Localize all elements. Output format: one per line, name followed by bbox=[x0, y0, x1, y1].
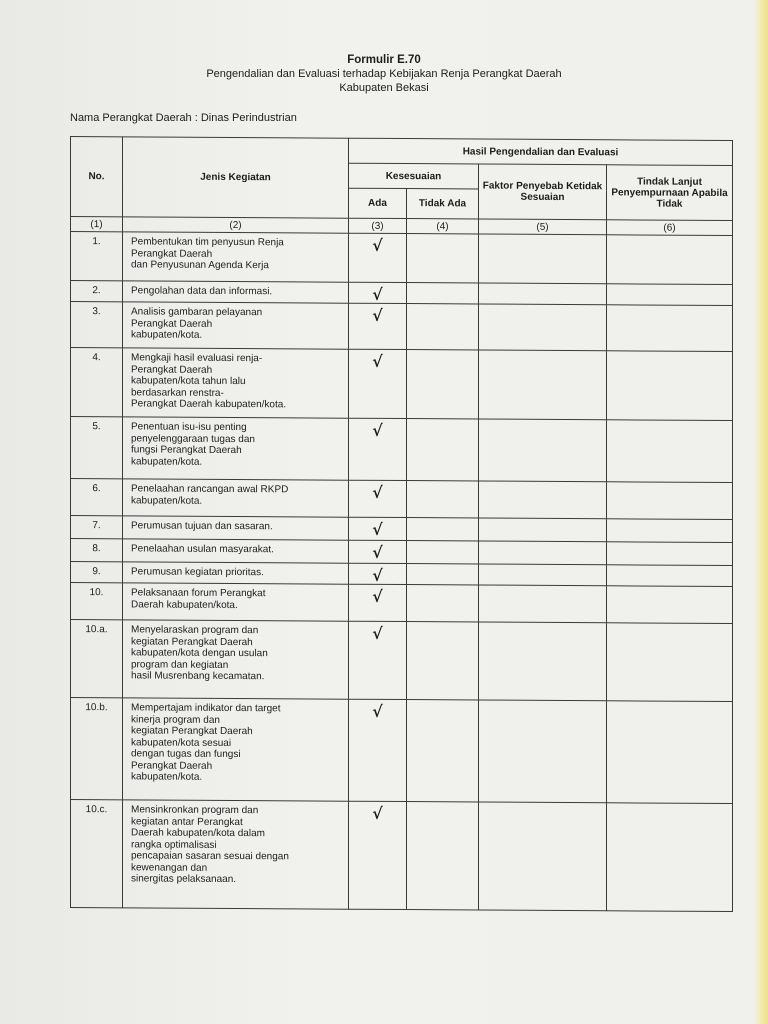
paper-edge bbox=[754, 0, 768, 1024]
row-ada-cell bbox=[349, 801, 407, 909]
header-ada: Ada bbox=[349, 188, 407, 218]
header-faktor: Faktor Penyebab Ketidak Sesuaian bbox=[479, 164, 607, 220]
checkmark-icon: √ bbox=[372, 542, 383, 562]
row-number: 10. bbox=[71, 583, 123, 620]
row-tidak-ada-cell bbox=[407, 481, 479, 518]
form-title: Formulir E.70 bbox=[347, 54, 421, 66]
row-tindak-lanjut-cell bbox=[607, 586, 733, 624]
row-tidak-ada-cell bbox=[407, 564, 479, 585]
col-number-5: (5) bbox=[479, 219, 607, 235]
row-tindak-lanjut-cell bbox=[607, 305, 733, 352]
row-faktor-cell bbox=[479, 541, 607, 565]
checkmark-icon: √ bbox=[372, 284, 383, 304]
row-tindak-lanjut-cell bbox=[607, 420, 733, 483]
col-number-6: (6) bbox=[607, 220, 733, 236]
checkmark-icon: √ bbox=[372, 351, 383, 371]
row-kegiatan: Penelaahan usulan masyarakat. bbox=[123, 539, 349, 563]
row-tidak-ada-cell bbox=[407, 350, 479, 419]
row-tidak-ada-cell bbox=[407, 304, 479, 350]
form-subtitle: Pengendalian dan Evaluasi terhadap Kebijakan Renja Perangkat Daerah bbox=[206, 68, 562, 80]
row-faktor-cell bbox=[479, 518, 607, 542]
row-number: 8. bbox=[71, 539, 123, 562]
row-number: 6. bbox=[71, 479, 123, 516]
col-number-4: (4) bbox=[407, 219, 479, 234]
row-kegiatan: Perumusan tujuan dan sasaran. bbox=[123, 516, 349, 540]
row-kegiatan: Analisis gambaran pelayanan Perangkat Daerah kabupaten/kota. bbox=[123, 302, 349, 349]
table-row bbox=[71, 698, 733, 804]
row-number: 2. bbox=[71, 281, 123, 302]
checkmark-icon: √ bbox=[372, 482, 383, 502]
header-jenis-kegiatan: Jenis Kegiatan bbox=[123, 137, 349, 218]
col-number-1: (1) bbox=[71, 217, 123, 232]
evaluation-table bbox=[70, 136, 733, 912]
row-number: 10.c. bbox=[71, 800, 123, 908]
row-tidak-ada-cell bbox=[407, 622, 479, 700]
row-tindak-lanjut-cell bbox=[607, 482, 733, 520]
row-tidak-ada-cell bbox=[407, 802, 479, 910]
row-kegiatan: Mensinkronkan program dan kegiatan antar Perangkat Daerah kabupaten/kota dalam rangka optimalisasi pencapaian sasaran sesuai dengan kewenangan dan sinergitas pelaksanaan. bbox=[123, 800, 349, 909]
table-row bbox=[71, 800, 733, 912]
row-kegiatan: Pelaksanaan forum Perangkat Daerah kabupaten/kota. bbox=[123, 583, 349, 621]
row-number: 10.b. bbox=[71, 698, 123, 800]
col-number-3: (3) bbox=[349, 218, 407, 233]
checkmark-icon: √ bbox=[372, 586, 383, 606]
unit-name-label: Nama Perangkat Daerah : Dinas Perindustrian bbox=[70, 112, 297, 124]
row-ada-cell bbox=[349, 303, 407, 349]
row-kegiatan: Menyelaraskan program dan kegiatan Perangkat Daerah kabupaten/kota dengan usulan program dan kegiatan hasil Musrenbang kecamatan. bbox=[123, 620, 349, 699]
row-faktor-cell bbox=[479, 564, 607, 586]
row-tidak-ada-cell bbox=[407, 518, 479, 541]
row-kegiatan: Perumusan kegiatan prioritas. bbox=[123, 562, 349, 584]
row-faktor-cell bbox=[479, 350, 607, 420]
row-kegiatan: Mengkaji hasil evaluasi renja- Perangkat Daerah kabupaten/kota tahun lalu berdasarkan renstra- Perangkat Daerah kabupaten/kota. bbox=[123, 348, 349, 418]
row-kegiatan: Pengolahan data dan informasi. bbox=[123, 281, 349, 303]
row-ada-cell bbox=[349, 517, 407, 540]
table-row bbox=[71, 417, 733, 483]
row-tindak-lanjut-cell bbox=[607, 542, 733, 566]
table-row bbox=[71, 583, 733, 624]
row-faktor-cell bbox=[479, 802, 607, 911]
header-tidak-ada: Tidak Ada bbox=[407, 189, 479, 219]
table-row bbox=[71, 302, 733, 352]
header-kesesuaian: Kesesuaian bbox=[349, 163, 479, 189]
checkmark-icon: √ bbox=[372, 701, 383, 721]
row-ada-cell bbox=[349, 418, 407, 480]
row-faktor-cell bbox=[479, 481, 607, 519]
row-tidak-ada-cell bbox=[407, 283, 479, 304]
row-ada-cell bbox=[349, 282, 407, 303]
row-number: 7. bbox=[71, 516, 123, 539]
row-number: 9. bbox=[71, 562, 123, 583]
checkmark-icon: √ bbox=[372, 235, 383, 255]
row-tidak-ada-cell bbox=[407, 541, 479, 564]
row-number: 3. bbox=[71, 302, 123, 348]
row-number: 5. bbox=[71, 417, 123, 479]
row-ada-cell bbox=[349, 233, 407, 282]
row-tindak-lanjut-cell bbox=[607, 519, 733, 543]
form-region: Kabupaten Bekasi bbox=[339, 82, 429, 94]
checkmark-icon: √ bbox=[372, 305, 383, 325]
row-ada-cell bbox=[349, 480, 407, 517]
row-faktor-cell bbox=[479, 234, 607, 284]
table-row bbox=[71, 620, 733, 702]
row-number: 10.a. bbox=[71, 620, 123, 698]
table-row bbox=[71, 479, 733, 520]
row-tidak-ada-cell bbox=[407, 585, 479, 622]
row-tidak-ada-cell bbox=[407, 700, 479, 802]
row-faktor-cell bbox=[479, 585, 607, 623]
row-tindak-lanjut-cell bbox=[607, 235, 733, 285]
row-faktor-cell bbox=[479, 419, 607, 482]
checkmark-icon: √ bbox=[372, 565, 383, 585]
row-ada-cell bbox=[349, 699, 407, 801]
row-ada-cell bbox=[349, 349, 407, 418]
row-ada-cell bbox=[349, 563, 407, 584]
row-tindak-lanjut-cell bbox=[607, 701, 733, 804]
row-ada-cell bbox=[349, 540, 407, 563]
header-hasil: Hasil Pengendalian dan Evaluasi bbox=[349, 138, 733, 165]
row-tindak-lanjut-cell bbox=[607, 284, 733, 306]
row-kegiatan: Mempertajam indikator dan target kinerja program dan kegiatan Perangkat Daerah kabupaten/kota sesuai dengan tugas dan fungsi Perangkat Daerah kabupaten/kota. bbox=[123, 698, 349, 801]
table-row bbox=[71, 348, 733, 421]
row-ada-cell bbox=[349, 584, 407, 621]
row-tindak-lanjut-cell bbox=[607, 623, 733, 702]
checkmark-icon: √ bbox=[372, 803, 383, 823]
col-number-2: (2) bbox=[123, 217, 349, 233]
row-faktor-cell bbox=[479, 304, 607, 351]
checkmark-icon: √ bbox=[372, 623, 383, 643]
checkmark-icon: √ bbox=[372, 420, 383, 440]
row-tindak-lanjut-cell bbox=[607, 565, 733, 587]
table-row bbox=[71, 232, 733, 285]
row-kegiatan: Penelaahan rancangan awal RKPD kabupaten/kota. bbox=[123, 479, 349, 517]
row-number: 4. bbox=[71, 348, 123, 417]
row-tindak-lanjut-cell bbox=[607, 803, 733, 912]
checkmark-icon: √ bbox=[372, 519, 383, 539]
header-no: No. bbox=[71, 137, 123, 217]
row-kegiatan: Penentuan isu-isu penting penyelenggaraan tugas dan fungsi Perangkat Daerah kabupaten/kota. bbox=[123, 417, 349, 480]
row-tidak-ada-cell bbox=[407, 419, 479, 481]
row-faktor-cell bbox=[479, 283, 607, 305]
row-faktor-cell bbox=[479, 622, 607, 701]
row-kegiatan: Pembentukan tim penyusun Renja Perangkat Daerah dan Penyusunan Agenda Kerja bbox=[123, 232, 349, 282]
row-tindak-lanjut-cell bbox=[607, 351, 733, 421]
row-number: 1. bbox=[71, 232, 123, 281]
row-ada-cell bbox=[349, 621, 407, 699]
header-tindak-lanjut: Tindak Lanjut Penyempurnaan Apabila Tidak bbox=[607, 165, 733, 221]
row-tidak-ada-cell bbox=[407, 234, 479, 283]
row-faktor-cell bbox=[479, 700, 607, 803]
